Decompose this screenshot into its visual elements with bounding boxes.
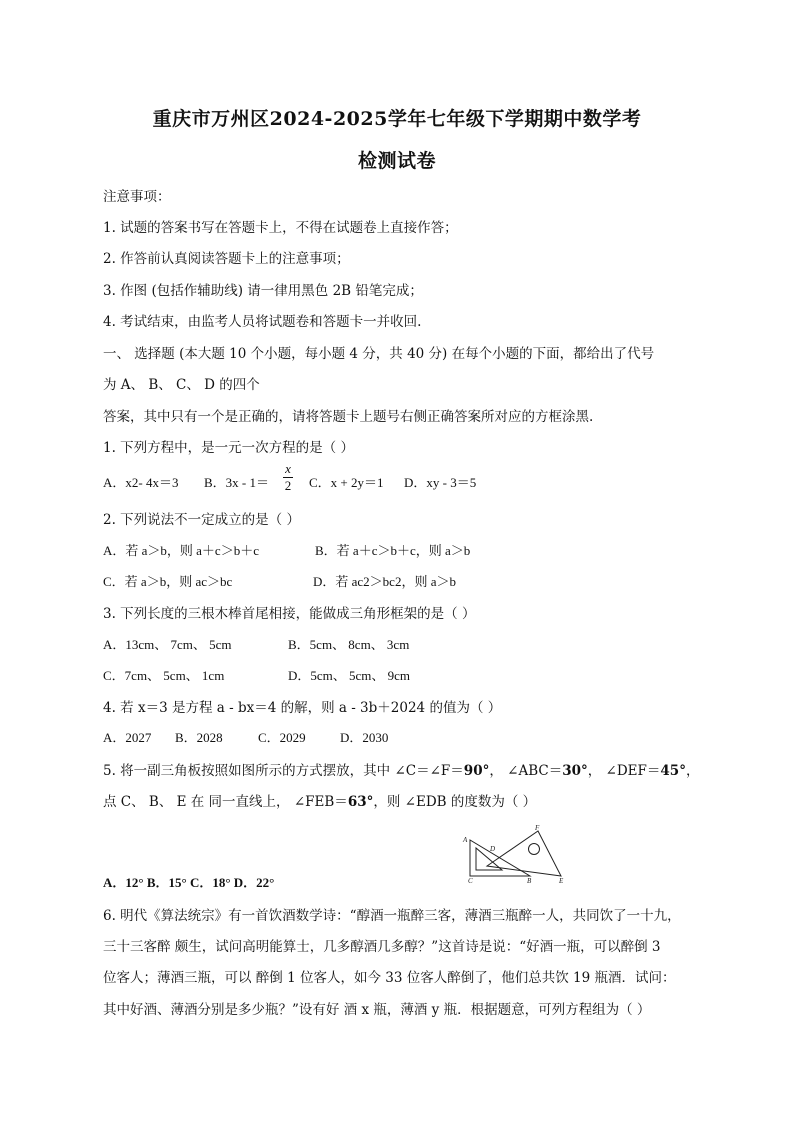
angle-63: 63°	[347, 794, 374, 810]
q3-stem: 3. 下列长度的三根木棒首尾相接，能做成三角形框架的是（ ）	[103, 606, 476, 622]
q4-option-c: C．2029	[258, 730, 306, 745]
q1-option-a: A．x2- 4x＝3	[103, 475, 179, 490]
q5-stem-text: 5. 将一副三角板按照如图所示的方式摆放，其中 ∠C＝∠F＝	[103, 763, 464, 779]
q6-line-3: 位客人；薄酒三瓶，可以 醉倒 1 位客人，如今 33 位客人醉倒了，他们总共饮 19 瓶酒．试问：	[103, 970, 676, 986]
note-item-4: 4. 考试结束，由监考人员将试题卷和答题卡一并收回.	[103, 314, 422, 330]
notes-heading: 注意事项：	[103, 189, 171, 205]
note-item-3: 3. 作图 (包括作辅助线) 请一律用黑色 2B 铅笔完成；	[103, 283, 423, 299]
note-item-1: 1. 试题的答案书写在答题卡上，不得在试题卷上直接作答；	[103, 220, 458, 236]
q3-option-c: C．7cm、 5cm、 1cm	[103, 668, 225, 683]
q6-line-1: 6. 明代《算法统宗》有一首饮酒数学诗：“醇酒一瓶醉三客，薄酒三瓶醉一人，共同饮了一十九，	[103, 908, 681, 924]
q5-stem-line-1	[103, 759, 699, 779]
q5-options: A．12° B．15° C．18° D．22°	[103, 875, 275, 890]
q2-option-c: C．若 a＞b，则 ac＞bc	[103, 574, 233, 589]
exam-title-line-2: 检测试卷	[357, 150, 436, 172]
label-b: B	[527, 877, 532, 884]
q1-option-b-fraction	[283, 462, 293, 493]
triangle-def	[487, 831, 561, 876]
q4-option-b: B．2028	[175, 730, 223, 745]
section-1-line-2: 为 A、 B、 C、 D 的四个	[103, 377, 260, 393]
label-c: C	[468, 877, 473, 884]
q5-triangle-figure	[460, 822, 572, 884]
q3-option-a: A．13cm、 7cm、 5cm	[103, 637, 232, 652]
q1-stem: 1. 下列方程中，是一元一次方程的是（ ）	[103, 440, 354, 456]
label-e: E	[559, 877, 564, 884]
q6-line-2: 三十三客醉 颇生，试问高明能算士，几多醇酒几多醇？”这首诗是说：“好酒一瓶，可以醉倒 3	[103, 939, 661, 955]
q4-stem: 4. 若 x＝3 是方程 a - bx＝4 的解，则 a - 3b＋2024 的值为（ ）	[103, 700, 502, 716]
q3-option-d: D．5cm、 5cm、 9cm	[288, 668, 411, 683]
triangle-def-hole	[529, 844, 540, 855]
q2-option-a: A．若 a＞b，则 a＋c＞b＋c	[103, 543, 259, 558]
section-1-line-3: 答案，其中只有一个是正确的，请将答题卡上题号右侧正确答案所对应的方框涂黑.	[103, 409, 594, 425]
section-1-heading: 一、 选择题 (本大题 10 个小题，每小题 4 分，共 40 分) 在每个小题的下面，都给出了代号	[103, 346, 655, 362]
q4-option-d: D．2030	[340, 730, 389, 745]
angle-90: 90°	[463, 763, 490, 779]
exam-title-line-1: 重庆市万州区2024-2025学年七年级下学期期中数学考	[152, 108, 642, 130]
q4-option-a: A．2027	[103, 730, 152, 745]
label-d: D	[490, 845, 496, 853]
q5-stem-text: 点 C、 B、 E 在 同一直线上， ∠FEB＝	[103, 794, 348, 810]
q2-option-b: B．若 a＋c＞b＋c，则 a＞b	[315, 543, 471, 558]
q1-option-d: D．xy - 3＝5	[404, 475, 477, 490]
angle-45: 45°	[660, 763, 686, 779]
angle-30: 30°	[562, 763, 588, 779]
label-f: F	[535, 824, 540, 832]
q2-stem: 2. 下列说法不一定成立的是（ ）	[103, 512, 300, 528]
fraction-numerator: x	[285, 461, 291, 476]
q5-stem-text: ，	[685, 763, 700, 779]
q5-stem-text: ， ∠ABC＝	[489, 763, 563, 779]
q6-line-4: 其中好酒、薄酒分别是多少瓶？”设有好 酒 x 瓶，薄酒 y 瓶．根据题意，可列方程组为（ ）	[103, 1002, 651, 1018]
label-a: A	[463, 836, 468, 844]
q5-stem-text: ， ∠DEF＝	[587, 763, 661, 779]
q1-option-c: C．x + 2y＝1	[309, 475, 384, 490]
note-item-2: 2. 作答前认真阅读答题卡上的注意事项；	[103, 251, 350, 267]
fraction-denominator: 2	[284, 478, 292, 493]
q5-stem-text: ，则 ∠EDB 的度数为（ ）	[373, 794, 537, 810]
q5-stem-line-2	[103, 790, 536, 810]
q3-option-b: B．5cm、 8cm、 3cm	[288, 637, 410, 652]
q1-option-b: B．3x - 1＝	[204, 475, 270, 490]
q2-option-d: D．若 ac2＞bc2，则 a＞b	[313, 574, 456, 589]
